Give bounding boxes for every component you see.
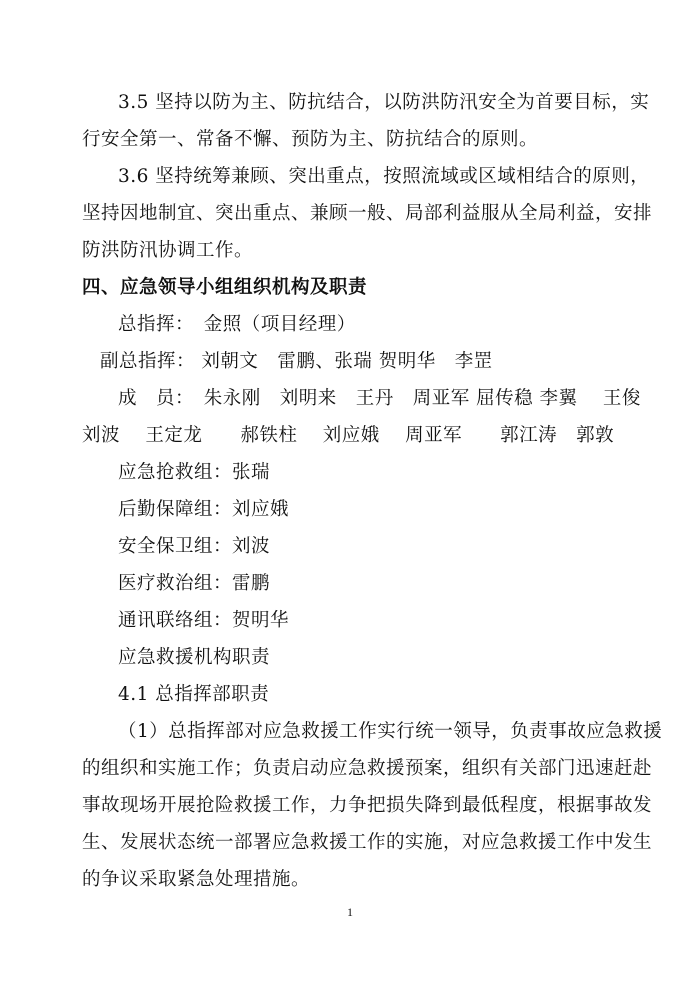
paragraph-3-6-line-2: 坚持因地制宜、突出重点、兼顾一般、局部利益服从全局利益，安排 xyxy=(82,203,653,224)
section-heading-4: 四、应急领导小组组织机构及职责 xyxy=(82,277,368,298)
paragraph-3-6-line-1: 3.6 坚持统筹兼顾、突出重点，按照流域或区域相结合的原则， xyxy=(118,166,650,187)
members-line-2: 刘波 王定龙 郝铁柱 刘应娥 周亚军 郭江涛 郭敦 xyxy=(82,425,615,446)
subsection-4-1-heading: 4.1 总指挥部职责 xyxy=(118,684,270,705)
security-group-line: 安全保卫组：刘波 xyxy=(118,536,271,557)
duty-1-line-1: （1）总指挥部对应急救援工作实行统一领导，负责事故应急救援 xyxy=(118,721,663,742)
rescue-org-duties-heading: 应急救援机构职责 xyxy=(118,647,271,668)
paragraph-3-6-line-3: 防洪防汛协调工作。 xyxy=(82,240,254,261)
duty-1-line-3: 事故现场开展抢险救援工作，力争把损失降到最低程度，根据事故发 xyxy=(82,795,653,816)
rescue-group-line: 应急抢救组：张瑞 xyxy=(118,462,271,483)
paragraph-3-5-line-1: 3.5 坚持以防为主、防抗结合，以防洪防汛安全为首要目标，实 xyxy=(118,92,650,113)
page-number: 1 xyxy=(347,905,353,919)
deputy-commander-line: 副总指挥： 刘朝文 雷鹏、张瑞 贺明华 李罡 xyxy=(100,351,493,372)
duty-1-line-2: 的组织和实施工作；负责启动应急救援预案，组织有关部门迅速赶赴 xyxy=(82,758,653,779)
members-line-1: 成 员： 朱永刚 刘明来 王丹 周亚军 屈传稳 李翼 王俊 xyxy=(118,388,641,409)
duty-1-line-4: 生、发展状态统一部署应急救援工作的实施，对应急救援工作中发生 xyxy=(82,832,653,853)
paragraph-3-5-line-2: 行安全第一、常备不懈、预防为主、防抗结合的原则。 xyxy=(82,129,539,150)
logistics-group-line: 后勤保障组：刘应娥 xyxy=(118,499,290,520)
communication-group-line: 通讯联络组：贺明华 xyxy=(118,610,290,631)
medical-group-line: 医疗救治组：雷鹏 xyxy=(118,573,271,594)
duty-1-line-5: 的争议采取紧急处理措施。 xyxy=(82,869,311,890)
commander-line: 总指挥： 金照（项目经理） xyxy=(118,314,356,335)
